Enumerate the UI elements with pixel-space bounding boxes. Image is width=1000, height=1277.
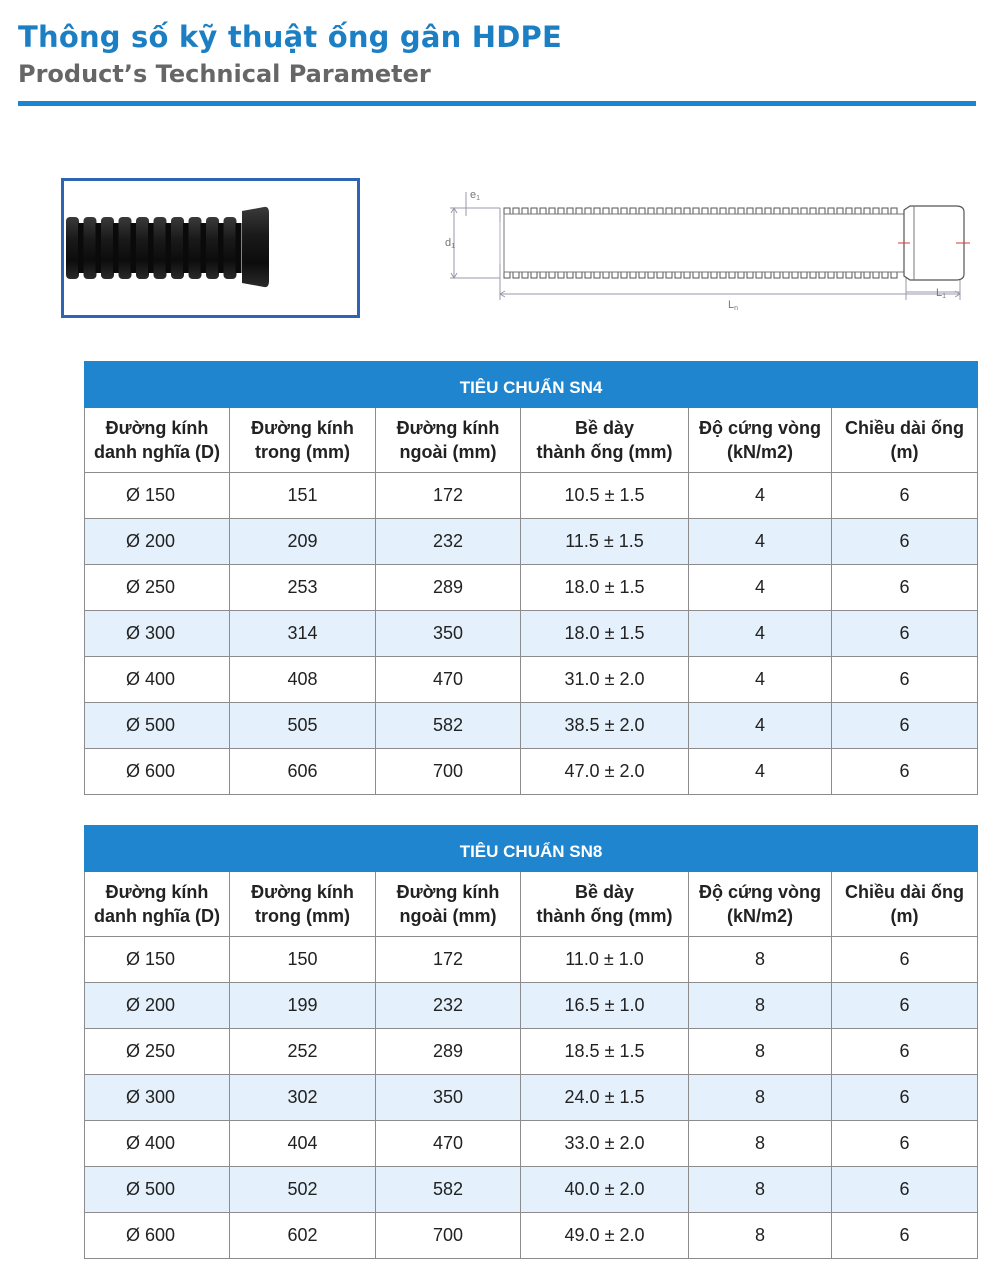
table-cell: 33.0 ± 2.0 [521,1121,689,1167]
table-cell: 6 [832,703,978,749]
table-row [85,703,978,749]
page-subtitle: Product’s Technical Parameter [18,60,431,88]
table-cell: 209 [230,519,376,565]
table-cell: 6 [832,983,978,1029]
table-cell: 11.5 ± 1.5 [521,519,689,565]
table-cell: Ø 400 [85,657,230,703]
table-cell: 150 [230,937,376,983]
table-cell: 6 [832,519,978,565]
table-cell: 6 [832,473,978,519]
label-ln: Ln [728,299,739,312]
table-cell: Ø 600 [85,749,230,795]
table-cell: Ø 500 [85,1167,230,1213]
table-cell: 582 [376,703,521,749]
column-header: Đường kính danh nghĩa (D) [85,408,230,473]
table-row [85,937,978,983]
table-cell: 8 [689,1167,832,1213]
column-header: Bề dày thành ống (mm) [521,408,689,473]
table-cell: Ø 300 [85,611,230,657]
sn4-table [84,361,978,795]
table-cell: 6 [832,565,978,611]
label-l1: L1 [936,287,947,300]
table-cell: 8 [689,1121,832,1167]
table-row [85,983,978,1029]
column-header: Đường kính danh nghĩa (D) [85,872,230,937]
pipe-photo [61,178,360,318]
table-cell: 8 [689,1075,832,1121]
table-row [85,749,978,795]
table-row [85,473,978,519]
table-cell: 6 [832,611,978,657]
column-header: Bề dày thành ống (mm) [521,872,689,937]
table-row [85,657,978,703]
column-header: Độ cứng vòng (kN/m2) [689,872,832,937]
table-cell: 700 [376,1213,521,1259]
table-cell: 350 [376,1075,521,1121]
table-cell: 47.0 ± 2.0 [521,749,689,795]
column-header: Chiều dài ống (m) [832,408,978,473]
table-cell: 172 [376,473,521,519]
column-header: Đường kính trong (mm) [230,408,376,473]
table-cell: 151 [230,473,376,519]
table-cell: 6 [832,1167,978,1213]
table-cell: Ø 250 [85,1029,230,1075]
table-cell: Ø 500 [85,703,230,749]
page-title: Thông số kỹ thuật ống gân HDPE [18,20,563,54]
table-row [85,1121,978,1167]
table-cell: 700 [376,749,521,795]
sn8-table [84,825,978,1259]
table-cell: 11.0 ± 1.0 [521,937,689,983]
table-row [85,1075,978,1121]
table-cell: 6 [832,657,978,703]
table-cell: 199 [230,983,376,1029]
table-cell: 4 [689,473,832,519]
table-cell: 502 [230,1167,376,1213]
table-cell: Ø 300 [85,1075,230,1121]
table-row [85,1029,978,1075]
table-cell: 6 [832,1029,978,1075]
table-cell: 8 [689,983,832,1029]
table-cell: Ø 400 [85,1121,230,1167]
table-cell: 350 [376,611,521,657]
column-header: Độ cứng vòng (kN/m2) [689,408,832,473]
table-cell: 404 [230,1121,376,1167]
table-cell: 4 [689,611,832,657]
table-row [85,611,978,657]
table-cell: 289 [376,1029,521,1075]
table-cell: 4 [689,657,832,703]
table-cell: Ø 200 [85,519,230,565]
table-cell: 4 [689,519,832,565]
table-cell: 314 [230,611,376,657]
table-row [85,519,978,565]
table-cell: 6 [832,1121,978,1167]
column-header: Đường kính ngoài (mm) [376,408,521,473]
table-cell: 232 [376,983,521,1029]
column-header: Đường kính ngoài (mm) [376,872,521,937]
table-cell: 4 [689,703,832,749]
table-cell: 582 [376,1167,521,1213]
table-cell: Ø 150 [85,937,230,983]
table-cell: 6 [832,937,978,983]
sn8-table-title: TIÊU CHUẨN SN8 [85,826,978,872]
table-cell: 606 [230,749,376,795]
table-cell: 49.0 ± 2.0 [521,1213,689,1259]
table-cell: 8 [689,1213,832,1259]
table-cell: 302 [230,1075,376,1121]
table-cell: 505 [230,703,376,749]
table-cell: 4 [689,749,832,795]
table-cell: 252 [230,1029,376,1075]
column-header: Chiều dài ống (m) [832,872,978,937]
table-cell: 470 [376,657,521,703]
table-cell: 602 [230,1213,376,1259]
table-cell: 6 [832,1213,978,1259]
table-cell: 408 [230,657,376,703]
label-d1: d1 [445,237,456,250]
table-cell: 18.5 ± 1.5 [521,1029,689,1075]
table-cell: 16.5 ± 1.0 [521,983,689,1029]
table-cell: 6 [832,1075,978,1121]
table-cell: 18.0 ± 1.5 [521,565,689,611]
table-cell: Ø 150 [85,473,230,519]
table-cell: 6 [832,749,978,795]
table-cell: 31.0 ± 2.0 [521,657,689,703]
table-cell: 289 [376,565,521,611]
table-row [85,1213,978,1259]
title-underline [18,101,976,106]
table-cell: Ø 250 [85,565,230,611]
table-cell: 470 [376,1121,521,1167]
table-cell: 232 [376,519,521,565]
table-cell: 8 [689,937,832,983]
sn4-table-title: TIÊU CHUẨN SN4 [85,362,978,408]
pipe-dimension-drawing [440,182,976,316]
table-cell: Ø 200 [85,983,230,1029]
table-row [85,1167,978,1213]
table-cell: 4 [689,565,832,611]
table-cell: 172 [376,937,521,983]
table-cell: 8 [689,1029,832,1075]
label-e1: e1 [470,189,481,202]
table-row [85,565,978,611]
column-header: Đường kính trong (mm) [230,872,376,937]
table-cell: 38.5 ± 2.0 [521,703,689,749]
table-cell: 10.5 ± 1.5 [521,473,689,519]
table-cell: 24.0 ± 1.5 [521,1075,689,1121]
table-cell: 40.0 ± 2.0 [521,1167,689,1213]
table-cell: Ø 600 [85,1213,230,1259]
table-cell: 18.0 ± 1.5 [521,611,689,657]
table-cell: 253 [230,565,376,611]
